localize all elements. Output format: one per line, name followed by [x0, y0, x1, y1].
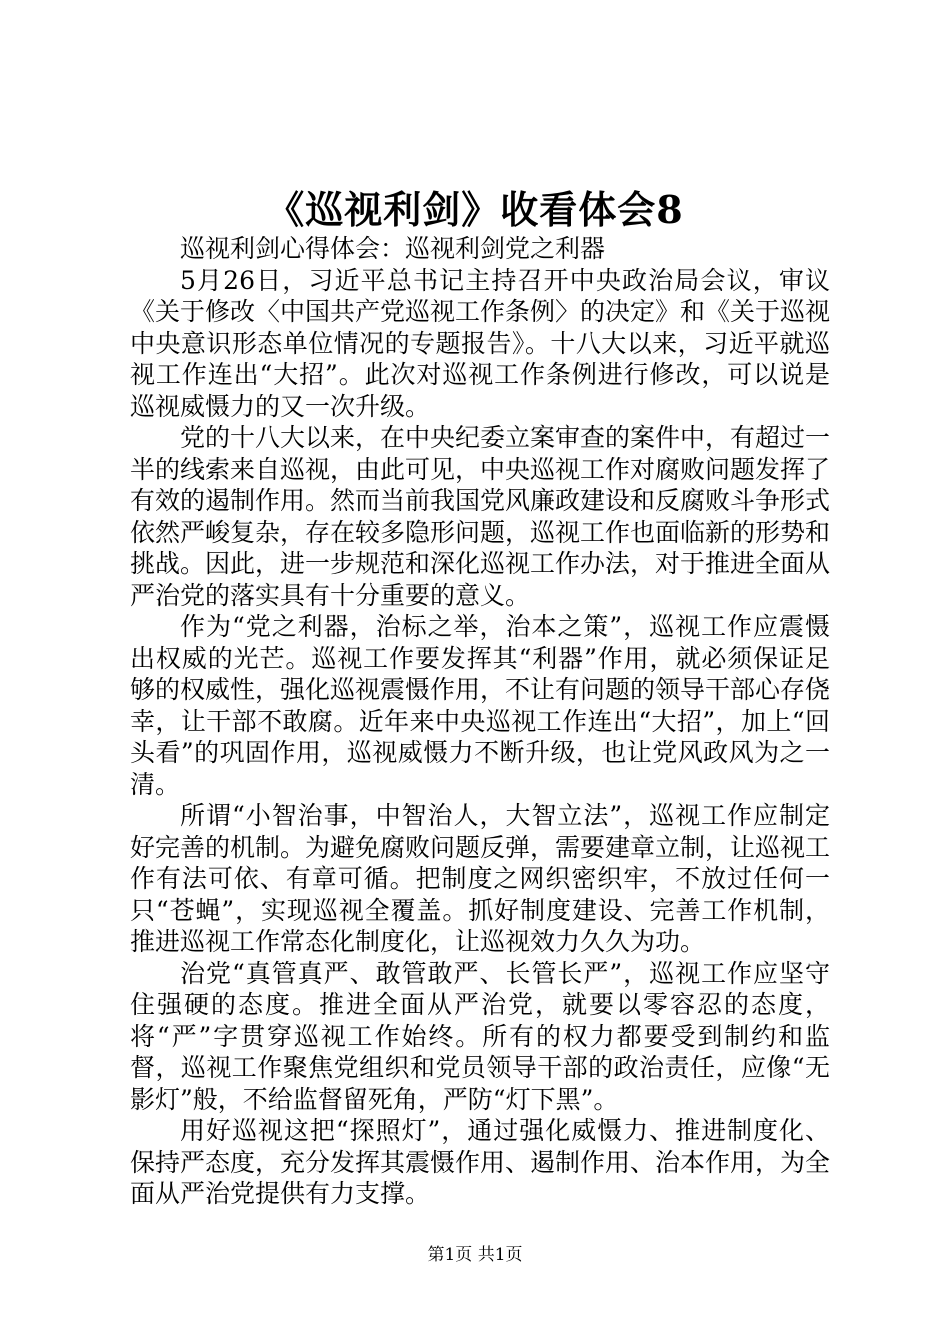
paragraph: 治党“真管真严、敢管敢严、长管长严”，巡视工作应坚守住强硬的态度。推进全面从严治党，就要以零容忍的态度，将“严”字贯穿巡视工作始终。所有的权力都要受到制约和监督，巡视工作聚焦党组织和党员领导干部的政治责任，应像“无影灯”般，不给监督留死角，严防“灯下黑”。	[130, 958, 830, 1114]
paragraph: 所谓“小智治事，中智治人，大智立法”，巡视工作应制定好完善的机制。为避免腐败问题反弹，需要建章立制，让巡视工作有法可依、有章可循。把制度之网织密织牢，不放过任何一只“苍蝇”，实现巡视全覆盖。抓好制度建设、完善工作机制，推进巡视工作常态化制度化，让巡视效力久久为功。	[130, 801, 831, 956]
document-body	[130, 233, 830, 1210]
page-footer: 第1页 共1页	[427, 1245, 523, 1265]
paragraph-subtitle: 巡视利剑心得体会：巡视利剑党之利器	[180, 234, 606, 263]
paragraph: 5月26日，习近平总书记主持召开中央政治局会议，审议《关于修改〈中国共产党巡视工作条例〉的决定》和《关于巡视中央意识形态单位情况的专题报告》。十八大以来，习近平就巡视工作连出“大招”。此次对巡视工作条例进行修改，可以说是巡视威慑力的又一次升级。	[130, 265, 831, 421]
paragraph: 作为“党之利器，治标之举，治本之策”，巡视工作应震慑出权威的光芒。巡视工作要发挥其“利器”作用，就必须保证足够的权威性，强化巡视震慑作用，不让有问题的领导干部心存侥幸，让干部不敢腐。近年来中央巡视工作连出“大招”，加上“回头看”的巩固作用，巡视威慑力不断升级，也让党风政风为之一清。	[130, 612, 831, 799]
document-title: 《巡视利剑》收看体会8	[266, 187, 684, 232]
paragraph: 党的十八大以来，在中央纪委立案审查的案件中，有超过一半的线索来自巡视，由此可见，中央巡视工作对腐败问题发挥了有效的遏制作用。然而当前我国党风廉政建设和反腐败斗争形式依然严峻复杂，存在较多隐形问题，巡视工作也面临新的形势和挑战。因此，进一步规范和深化巡视工作办法，对于推进全面从严治党的落实具有十分重要的意义。	[130, 423, 831, 610]
paragraph: 用好巡视这把“探照灯”，通过强化威慑力、推进制度化、保持严态度，充分发挥其震慑作用、遏制作用、治本作用，为全面从严治党提供有力支撑。	[130, 1116, 831, 1208]
